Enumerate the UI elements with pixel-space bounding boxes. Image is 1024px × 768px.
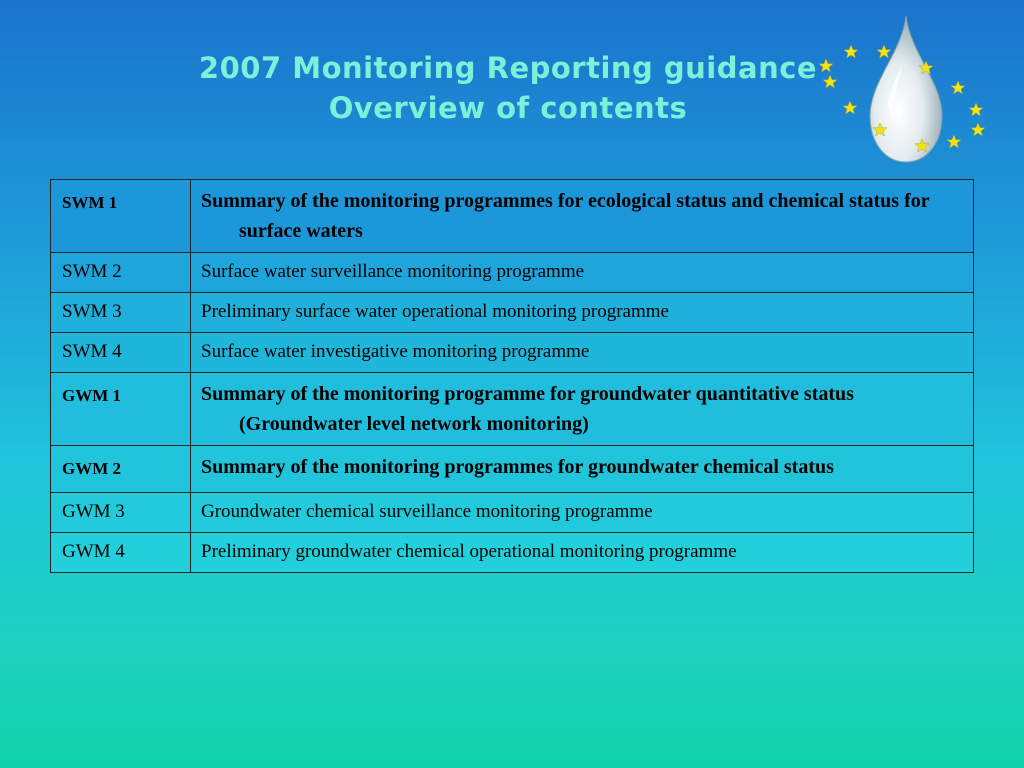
table-row: [51, 253, 974, 293]
table-row: [51, 333, 974, 373]
row-description: Summary of the monitoring programme for groundwater quantitative status (Groundwater level network monitoring): [191, 373, 974, 446]
row-code: SWM 3: [51, 293, 191, 333]
row-description: Summary of the monitoring programmes for groundwater chemical status: [191, 446, 974, 493]
water-drop-eu-stars-icon: [818, 12, 994, 172]
table-row: [51, 293, 974, 333]
row-description: Surface water investigative monitoring programme: [191, 333, 974, 373]
row-description: Surface water surveillance monitoring programme: [191, 253, 974, 293]
table-row: [51, 373, 974, 446]
table-row: [51, 180, 974, 253]
row-code: GWM 1: [51, 373, 191, 446]
row-code: GWM 2: [51, 446, 191, 493]
row-code: SWM 4: [51, 333, 191, 373]
table-row: [51, 533, 974, 573]
row-code: GWM 4: [51, 533, 191, 573]
row-code: GWM 3: [51, 493, 191, 533]
row-description: Groundwater chemical surveillance monitoring programme: [191, 493, 974, 533]
slide-title-line2: Overview of contents: [328, 91, 688, 125]
row-description: Preliminary surface water operational monitoring programme: [191, 293, 974, 333]
contents-table: [50, 179, 974, 573]
row-code: SWM 2: [51, 253, 191, 293]
row-description: Summary of the monitoring programmes for ecological status and chemical status for surface waters: [191, 180, 974, 253]
row-code: SWM 1: [51, 180, 191, 253]
slide-title-line1: 2007 Monitoring Reporting guidance: [198, 51, 818, 85]
table-row: [51, 446, 974, 493]
table-row: [51, 493, 974, 533]
row-description: Preliminary groundwater chemical operational monitoring programme: [191, 533, 974, 573]
